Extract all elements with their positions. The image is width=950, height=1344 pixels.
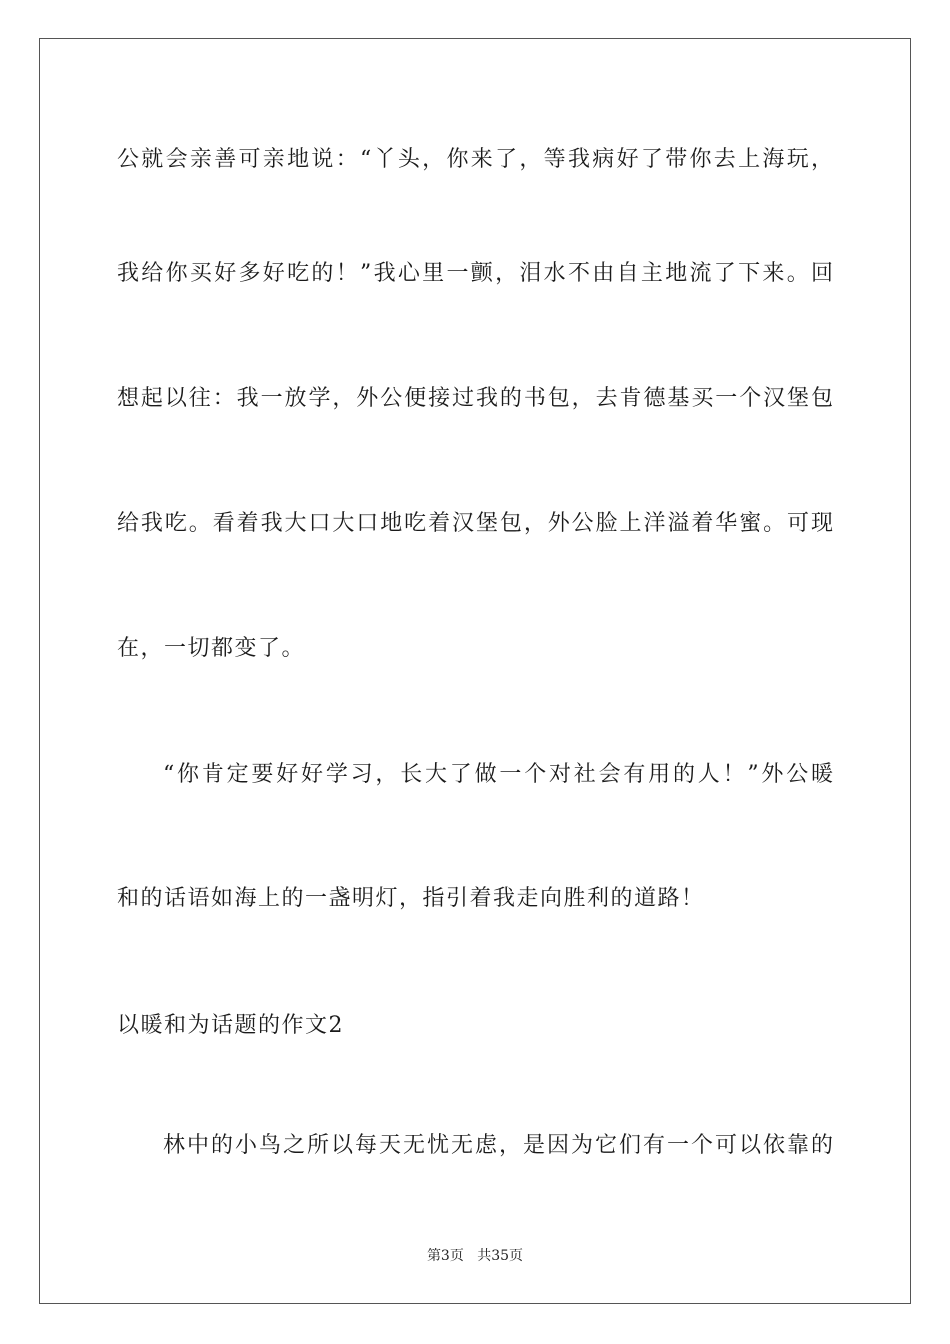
text-line: 想起以往：我一放学，外公便接过我的书包，去肯德基买一个汉堡包: [117, 386, 833, 411]
page-number: 第3页: [426, 1248, 464, 1264]
text-line: 我给你买好多好吃的！”我心里一颤，泪水不由自主地流了下来。回: [117, 261, 833, 286]
text-line: 公就会亲善可亲地说：“丫头，你来了，等我病好了带你去上海玩，: [117, 147, 833, 172]
page-total: 共35页: [477, 1248, 524, 1264]
text-line: “你肯定要好好学习，长大了做一个对社会有用的人！”外公暖: [163, 762, 833, 787]
page-footer: [0, 1246, 950, 1266]
text-line: 给我吃。看着我大口大口地吃着汉堡包，外公脸上洋溢着华蜜。可现: [117, 511, 833, 536]
text-line: 在，一切都变了。: [117, 636, 306, 661]
section-heading: 以暖和为话题的作文2: [117, 1013, 344, 1038]
text-line: 林中的小鸟之所以每天无忧无虑，是因为它们有一个可以依靠的: [163, 1133, 833, 1158]
text-line: 和的话语如海上的一盏明灯，指引着我走向胜利的道路！: [117, 886, 705, 911]
page-frame: [39, 38, 911, 1304]
